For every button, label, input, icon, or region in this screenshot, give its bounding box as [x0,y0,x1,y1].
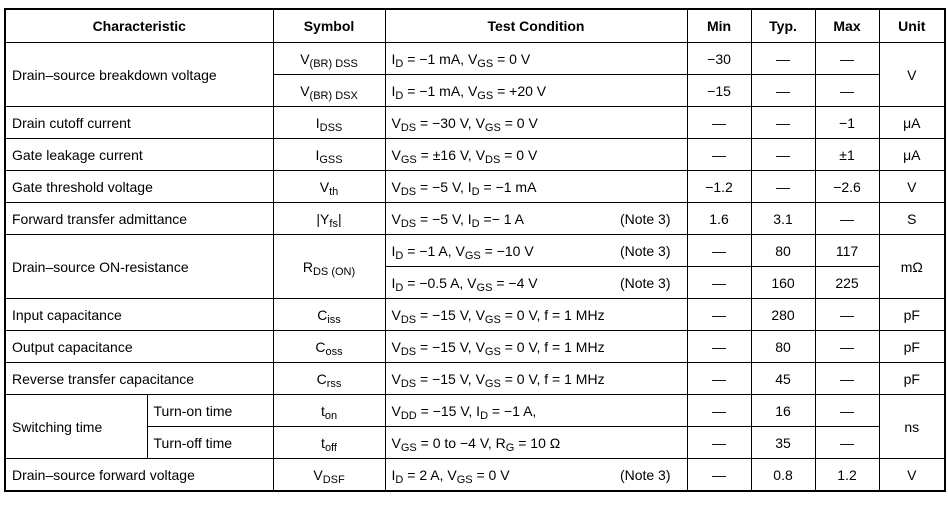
condition-text: V [391,434,401,451]
table-row [5,139,945,171]
min-cell: — [687,299,751,331]
condition-subscript: D [471,185,480,198]
unit-cell: pF [879,299,945,331]
condition-text: V [391,338,401,355]
symbol-cell [273,235,385,299]
characteristic-cell: Gate leakage current [5,139,273,171]
symbol-main: C [316,370,327,387]
condition-text: = −15 V, I [416,402,481,419]
condition-cell [385,107,687,139]
unit-cell: V [879,43,945,107]
min-cell: — [687,395,751,427]
characteristic-cell: Gate threshold voltage [5,171,273,203]
condition-cell [385,235,687,267]
symbol-cell [273,107,385,139]
table-row [5,235,945,267]
max-cell: 225 [815,267,879,299]
symbol-cell [273,75,385,107]
characteristic-cell: Drain–source breakdown voltage [5,43,273,107]
condition-text: V [391,146,401,163]
typ-cell: — [751,139,815,171]
note-label: (Note 3) [619,242,671,259]
condition-subscript: DS [400,313,417,326]
unit-cell: pF [879,331,945,363]
characteristic-cell: Switching time [5,395,147,459]
unit-cell: mΩ [879,235,945,299]
condition-text: = −10 V [480,242,534,259]
symbol-subscript: iss [327,313,341,326]
symbol-main: C [317,306,328,323]
condition-text: = −1 mA, V [403,82,478,99]
min-cell: — [687,235,751,267]
symbol-cell [273,171,385,203]
min-cell: — [687,427,751,459]
condition-subscript: DS [400,217,417,230]
condition-subscript: D [480,409,489,422]
typ-cell: 160 [751,267,815,299]
table-row [5,203,945,235]
condition-subscript: GS [400,441,417,454]
symbol-main: |Y [316,210,330,227]
table-row [5,299,945,331]
characteristic-cell: Reverse transfer capacitance [5,363,273,395]
typ-cell: — [751,75,815,107]
characteristic-cell: Drain–source forward voltage [5,459,273,492]
table-row [5,107,945,139]
min-cell: — [687,139,751,171]
header-max: Max [815,9,879,43]
min-cell: 1.6 [687,203,751,235]
header-typ: Typ. [751,9,815,43]
condition-text: = −0.5 A, V [403,274,477,291]
condition-subscript: DS [400,185,417,198]
table-row [5,43,945,75]
typ-cell: 80 [751,331,815,363]
condition-subscript: DS [400,345,417,358]
symbol-cell [273,331,385,363]
condition-text: V [391,370,401,387]
min-cell: −1.2 [687,171,751,203]
symbol-cell [273,459,385,492]
unit-cell: S [879,203,945,235]
condition-cell [385,299,687,331]
header-symbol: Symbol [273,9,385,43]
min-cell: −30 [687,43,751,75]
condition-subscript: GS [477,57,494,70]
condition-text: = 0 V, f = 1 MHz [500,370,605,387]
condition-subscript: GS [456,473,473,486]
typ-cell: — [751,171,815,203]
symbol-subscript: on [324,409,338,422]
header-characteristic: Characteristic [5,9,273,43]
condition-subscript: D [471,217,480,230]
symbol-main: t [321,434,325,451]
condition-subscript: GS [476,281,493,294]
condition-text: = 0 V, f = 1 MHz [500,338,605,355]
condition-text: = ±16 V, V [416,146,486,163]
typ-cell: 80 [751,235,815,267]
symbol-main: V [300,50,310,67]
unit-cell: V [879,459,945,492]
table-row [5,395,945,427]
condition-subscript: D [395,281,404,294]
condition-text: = −1 mA, V [403,50,478,67]
max-cell: — [815,75,879,107]
condition-text: = 0 V [493,50,531,67]
unit-cell: μA [879,139,945,171]
condition-text: = −15 V, V [416,306,485,323]
symbol-subscript: GSS [319,153,343,166]
symbol-cell [273,139,385,171]
electrical-characteristics-table [4,8,946,492]
typ-cell: 16 [751,395,815,427]
max-cell: ±1 [815,139,879,171]
condition-subscript: GS [484,377,501,390]
characteristic-cell: Drain cutoff current [5,107,273,139]
typ-cell: 45 [751,363,815,395]
symbol-main: V [319,178,330,195]
symbol-main: C [315,338,326,355]
condition-text: V [391,402,401,419]
condition-text: = 0 to −4 V, R [416,434,506,451]
condition-cell [385,267,687,299]
max-cell: — [815,331,879,363]
max-cell: −2.6 [815,171,879,203]
symbol-subscript: rss [326,377,342,390]
unit-cell: μA [879,107,945,139]
symbol-subscript: off [324,441,337,454]
unit-cell: pF [879,363,945,395]
condition-text: = 0 V [500,114,538,131]
condition-subscript: DS [485,153,501,166]
condition-subscript: GS [400,153,417,166]
max-cell: — [815,203,879,235]
note-label: (Note 3) [619,274,671,291]
max-cell: — [815,43,879,75]
symbol-subscript: DSS [319,121,343,134]
max-cell: 1.2 [815,459,879,492]
symbol-subscript: oss [325,345,343,358]
condition-subscript: DS [400,121,417,134]
condition-text: I [391,466,396,483]
min-cell: — [687,363,751,395]
characteristic-cell: Forward transfer admittance [5,203,273,235]
header-row [5,9,945,43]
condition-subscript: GS [484,313,501,326]
min-cell: −15 [687,75,751,107]
sub-characteristic-cell: Turn-off time [147,427,273,459]
condition-text: = 0 V [472,466,510,483]
note-label: (Note 3) [619,466,671,483]
symbol-main: R [302,258,313,275]
condition-text: = −1 A, [488,402,537,419]
condition-text: V [391,114,401,131]
condition-cell [385,203,687,235]
symbol-main: I [315,114,320,131]
condition-subscript: GS [484,345,501,358]
condition-text: = 0 V [500,146,538,163]
condition-cell [385,139,687,171]
condition-cell [385,459,687,492]
typ-cell: 3.1 [751,203,815,235]
symbol-subscript: th [329,185,339,198]
condition-text: = −1 mA [479,178,537,195]
condition-subscript: D [395,57,404,70]
condition-text: = 10 Ω [514,434,561,451]
condition-text: = −5 V, I [416,210,472,227]
condition-text: =− 1 A [479,210,524,227]
symbol-main: t [320,402,325,419]
condition-subscript: DS [400,377,417,390]
table-row [5,363,945,395]
condition-subscript: D [395,89,404,102]
min-cell: — [687,267,751,299]
typ-cell: 35 [751,427,815,459]
condition-cell [385,75,687,107]
condition-cell [385,171,687,203]
symbol-cell [273,395,385,427]
header-unit: Unit [879,9,945,43]
condition-text: V [391,306,401,323]
condition-subscript: DD [400,409,417,422]
condition-subscript: G [505,441,515,454]
characteristic-cell: Output capacitance [5,331,273,363]
condition-text: V [391,210,401,227]
characteristic-cell: Drain–source ON-resistance [5,235,273,299]
symbol-cell [273,299,385,331]
condition-text: = −30 V, V [416,114,485,131]
max-cell: — [815,363,879,395]
symbol-main: I [315,146,320,163]
symbol-subscript: (BR) DSS [309,57,358,70]
symbol-cell [273,43,385,75]
header-min: Min [687,9,751,43]
table-row [5,331,945,363]
symbol-main: V [300,82,310,99]
condition-text: = −4 V [492,274,538,291]
max-cell: 117 [815,235,879,267]
symbol-subscript: DSF [322,473,345,486]
condition-subscript: GS [464,249,481,262]
sub-characteristic-cell: Turn-on time [147,395,273,427]
unit-cell: V [879,171,945,203]
header-test-condition: Test Condition [385,9,687,43]
typ-cell: 0.8 [751,459,815,492]
symbol-subscript: DS (ON) [312,265,356,278]
typ-cell: — [751,107,815,139]
condition-subscript: D [395,473,404,486]
min-cell: — [687,107,751,139]
condition-text: I [391,274,396,291]
condition-cell [385,331,687,363]
max-cell: — [815,299,879,331]
min-cell: — [687,331,751,363]
condition-text: = −15 V, V [416,370,485,387]
min-cell: — [687,459,751,492]
condition-cell [385,43,687,75]
max-cell: — [815,395,879,427]
condition-text: I [391,50,396,67]
condition-subscript: GS [484,121,501,134]
condition-text: I [391,82,396,99]
symbol-cell [273,203,385,235]
max-cell: — [815,427,879,459]
condition-text: = 2 A, V [403,466,457,483]
typ-cell: — [751,43,815,75]
condition-text: V [391,178,401,195]
condition-text: = −15 V, V [416,338,485,355]
symbol-main: V [313,466,323,483]
symbol-subscript: fs [329,217,338,230]
table-row [5,171,945,203]
max-cell: −1 [815,107,879,139]
condition-cell [385,363,687,395]
condition-subscript: GS [477,89,494,102]
unit-cell: ns [879,395,945,459]
characteristic-cell: Input capacitance [5,299,273,331]
condition-cell [385,427,687,459]
note-label: (Note 3) [619,210,671,227]
condition-cell [385,395,687,427]
symbol-cell [273,363,385,395]
symbol-tail: | [337,210,342,227]
symbol-subscript: (BR) DSX [309,89,358,102]
condition-text: = 0 V, f = 1 MHz [500,306,605,323]
typ-cell: 280 [751,299,815,331]
condition-text: = −5 V, I [416,178,472,195]
symbol-cell [273,427,385,459]
condition-text: I [391,242,396,259]
condition-text: = −1 A, V [403,242,465,259]
condition-text: = +20 V [493,82,547,99]
table-row [5,459,945,492]
condition-subscript: D [395,249,404,262]
